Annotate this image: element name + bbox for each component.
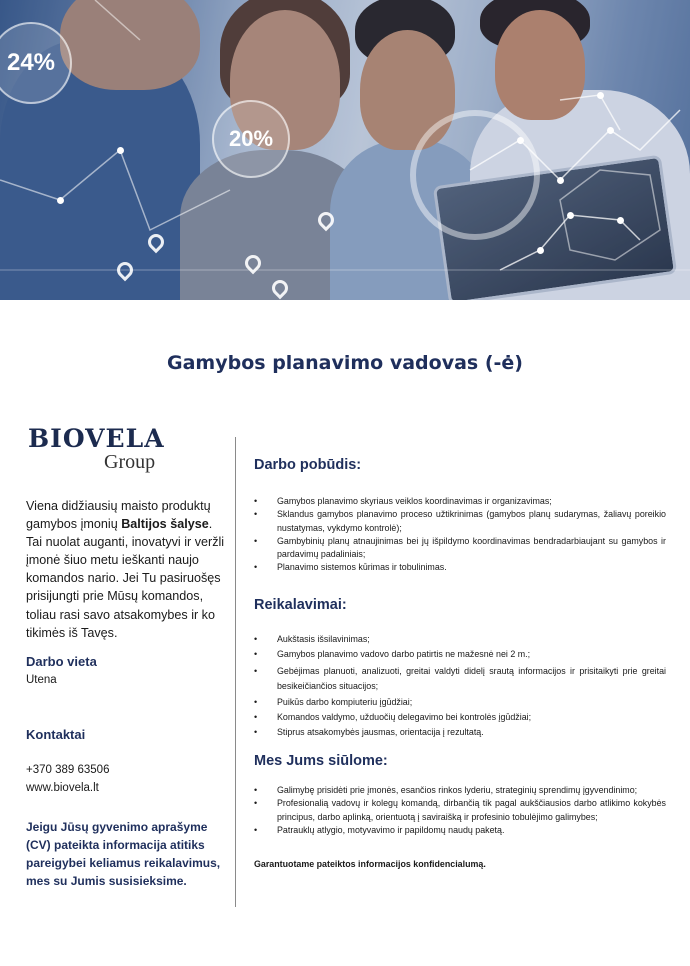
intro-text-start: Viena didžiausių maisto produktų gamybos įmonių: [26, 499, 211, 532]
list-item: • Planavimo sistemos kūrimas ir tobulinimas.: [254, 561, 666, 574]
list-item: • Aukštasis išsilavinimas;: [254, 633, 666, 646]
percent-bubble-label: 24%: [6, 49, 56, 76]
decorative-ring: [410, 110, 540, 240]
list-item: • Gamybos planavimo vadovo darbo patirtis ne mažesnė nei 2 m.;: [254, 648, 666, 661]
offer-list: [254, 784, 666, 837]
section-heading-requirements: Reikalavimai:: [254, 597, 347, 613]
network-node: [537, 247, 544, 254]
workplace-value: Utena: [26, 674, 57, 686]
company-logo: [28, 424, 165, 474]
nature-list: [254, 495, 666, 575]
list-item: • Sklandus gamybos planavimo proceso užtikrinimas (gamybos planų sudarymas, žaliavų poreikio nustatymas, vykdymo kontrolė);: [254, 508, 666, 535]
intro-text-bold: Baltijos šalyse: [121, 517, 209, 532]
intro-text-end: . Tai nuolat auganti, inovatyvi ir veržli įmonė šiuo metu ieškanti naujo komandos nario. Jei Tu pasiruošęs prisijungti prie Mūsų komandos, toliau rasi savo atsakomybes ir ko tikimės iš Tavęs.: [26, 517, 225, 640]
contacts-heading: Kontaktai: [26, 727, 86, 742]
section-heading-offer: Mes Jums siūlome:: [254, 753, 388, 769]
job-title: Gamybos planavimo vadovas (-ė): [167, 352, 523, 374]
hero-image: [0, 0, 690, 300]
network-node: [607, 127, 614, 134]
section-heading-nature: Darbo pobūdis:: [254, 457, 362, 473]
list-item: • Patrauklų atlygio, motyvavimo ir papildomų naudų paketą.: [254, 824, 666, 837]
network-node: [617, 217, 624, 224]
logo-wordmark: BIOVELA: [28, 424, 165, 453]
network-node: [597, 92, 604, 99]
logo-subtitle: Group: [104, 451, 156, 473]
company-intro: [26, 497, 226, 642]
network-node: [57, 197, 64, 204]
workplace-heading: Darbo vieta: [26, 654, 97, 669]
network-lines: [0, 0, 690, 300]
percent-bubble-label: 20%: [228, 126, 274, 151]
list-item: • Stiprus atsakomybės jausmas, orientacija į rezultatą.: [254, 726, 666, 739]
contact-website[interactable]: www.biovela.lt: [26, 782, 99, 794]
list-item: • Komandos valdymo, užduočių delegavimo bei kontrolės įgūdžiai;: [254, 711, 666, 724]
network-node: [567, 212, 574, 219]
list-item: • Galimybę prisidėti prie įmonės, esančios rinkos lyderiu, strateginių sprendimų įgyvendinimo;: [254, 784, 666, 797]
network-node: [557, 177, 564, 184]
requirements-list: [254, 633, 666, 739]
confidentiality-note: Garantuotame pateiktos informacijos konfidencialumą.: [254, 859, 486, 869]
list-item: • Gambybinių planų atnaujinimas bei jų išpildymo koordinavimas bendradarbiaujant su gamybos ir pardavimų padaliniais;: [254, 535, 666, 562]
list-item: • Gamybos planavimo skyriaus veiklos koordinavimas ir organizavimas;: [254, 495, 666, 508]
list-item: • Puikūs darbo kompiuteriu įgūdžiai;: [254, 696, 666, 709]
network-node: [117, 147, 124, 154]
list-item: • Profesionalią vadovų ir kolegų komandą, dirbančią tik pagal aukščiausios darbo atlikimo kokybės principus, darbo aplinką, orientuotą į saviraišką ir profesinio tobulėjimo galimybes;: [254, 797, 666, 824]
column-divider: [235, 437, 236, 907]
list-item: • Gebėjimas planuoti, analizuoti, greitai valdyti didelį srautą informacijos ir prisitaikyti prie greitai besikeičiančios situacijos;: [254, 664, 666, 694]
percent-bubble: [212, 100, 290, 178]
contact-phone: +370 389 63506: [26, 764, 110, 776]
cv-note: Jeigu Jūsų gyvenimo aprašyme (CV) pateikta informacija atitiks pareigybei keliamus reikalavimus, mes su Jumis susisieksime.: [26, 820, 221, 888]
